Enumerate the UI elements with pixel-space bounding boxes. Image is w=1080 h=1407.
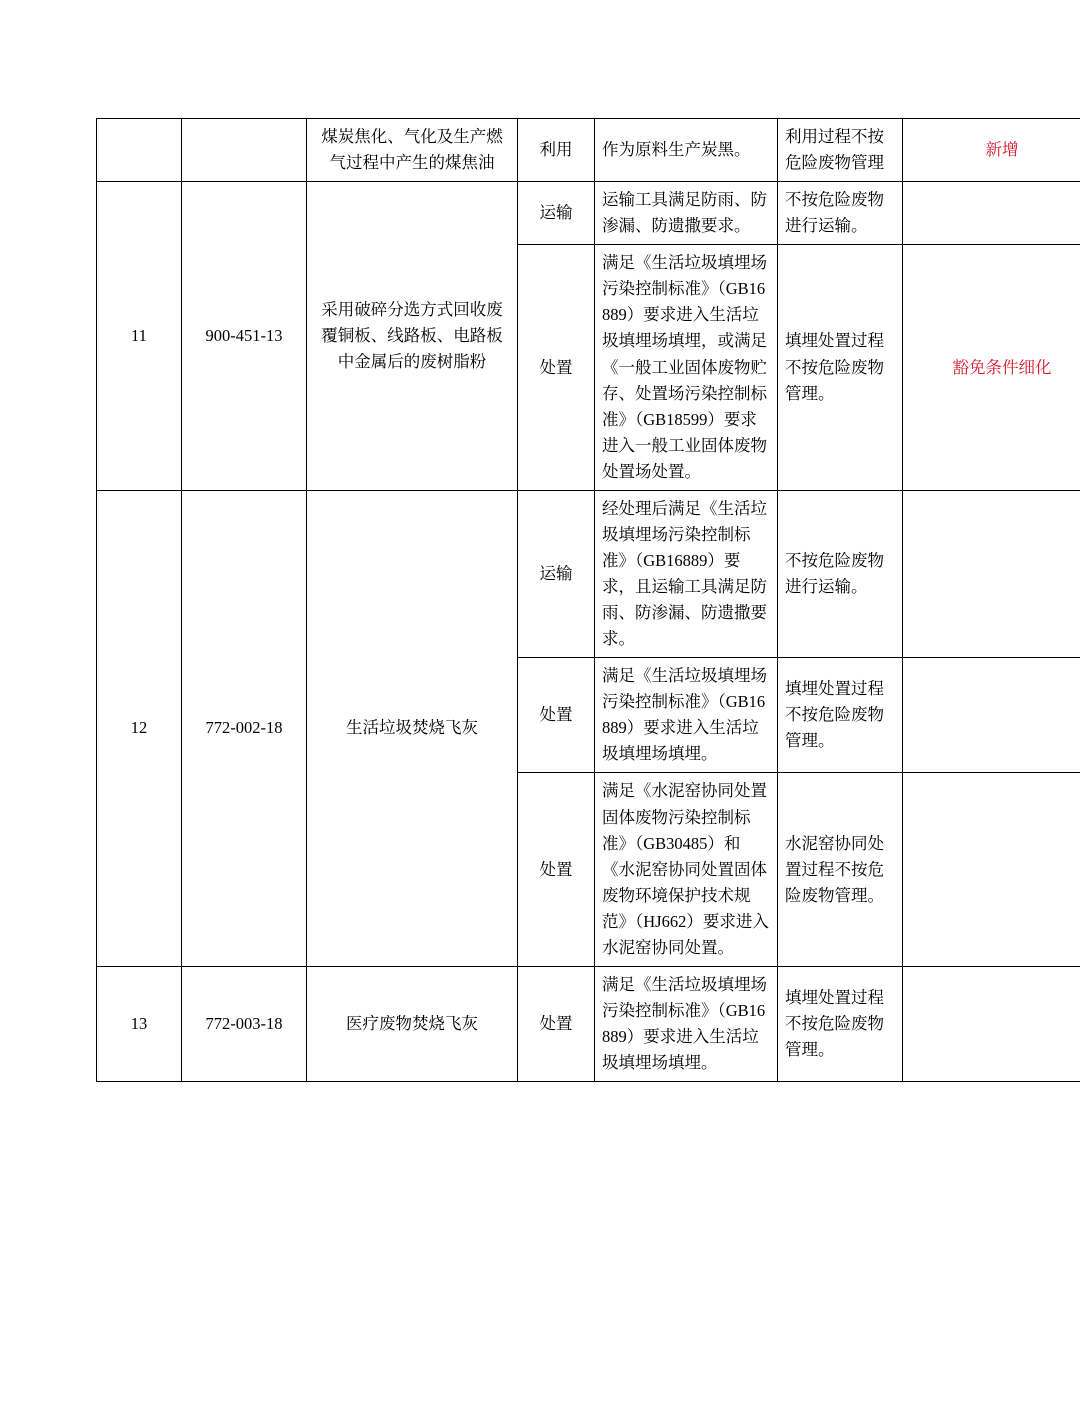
cell-management: 不按危险废物进行运输。 [778,182,903,245]
cell-serial-number: 12 [97,490,182,966]
cell-waste-name: 医疗废物焚烧飞灰 [307,966,518,1081]
cell-condition: 满足《水泥窑协同处置固体废物污染控制标准》（GB30485）和《水泥窑协同处置固体废物环境保护技术规范》（HJ662）要求进入水泥窑协同处置。 [595,773,778,966]
cell-waste-code: 900-451-13 [182,182,307,491]
cell-note [903,182,1080,245]
cell-management: 水泥窑协同处置过程不按危险废物管理。 [778,773,903,966]
table-row [97,182,1080,245]
cell-condition: 满足《生活垃圾填埋场污染控制标准》（GB16889）要求进入生活垃圾填埋场填埋，或满足《一般工业固体废物贮存、处置场污染控制标准》（GB18599）要求进入一般工业固体废物处置场处置。 [595,245,778,491]
cell-serial-number: 11 [97,182,182,491]
cell-waste-name: 生活垃圾焚烧飞灰 [307,490,518,966]
cell-note [903,490,1080,657]
cell-serial-number: 13 [97,966,182,1081]
cell-management: 填埋处置过程不按危险废物管理。 [778,658,903,773]
cell-method: 处置 [518,245,595,491]
cell-condition: 作为原料生产炭黑。 [595,119,778,182]
cell-method: 处置 [518,966,595,1081]
cell-waste-code: 772-003-18 [182,966,307,1081]
exemption-table [96,118,1080,1082]
note-text-new: 新增 [985,140,1019,160]
cell-waste-name: 煤炭焦化、气化及生产燃气过程中产生的煤焦油 [307,119,518,182]
cell-condition: 满足《生活垃圾填埋场污染控制标准》（GB16889）要求进入生活垃圾填埋场填埋。 [595,658,778,773]
cell-management: 填埋处置过程不按危险废物管理。 [778,245,903,491]
cell-method: 处置 [518,773,595,966]
cell-condition: 运输工具满足防雨、防渗漏、防遗撒要求。 [595,182,778,245]
table-row [97,966,1080,1081]
note-text-refined: 豁免条件细化 [952,357,1052,377]
cell-serial-number [97,119,182,182]
table-row [97,490,1080,657]
table-row [97,119,1080,182]
cell-condition: 满足《生活垃圾填埋场污染控制标准》（GB16889）要求进入生活垃圾填埋场填埋。 [595,966,778,1081]
cell-management: 填埋处置过程不按危险废物管理。 [778,966,903,1081]
cell-method: 处置 [518,658,595,773]
cell-waste-name: 采用破碎分选方式回收废覆铜板、线路板、电路板中金属后的废树脂粉 [307,182,518,491]
cell-method: 利用 [518,119,595,182]
cell-waste-code: 772-002-18 [182,490,307,966]
cell-waste-code [182,119,307,182]
cell-method: 运输 [518,182,595,245]
cell-note [903,119,1080,182]
cell-note [903,966,1080,1081]
cell-condition: 经处理后满足《生活垃圾填埋场污染控制标准》（GB16889）要求，且运输工具满足防雨、防渗漏、防遗撒要求。 [595,490,778,657]
cell-note [903,658,1080,773]
cell-management: 不按危险废物进行运输。 [778,490,903,657]
cell-management: 利用过程不按危险废物管理 [778,119,903,182]
cell-method: 运输 [518,490,595,657]
cell-note [903,773,1080,966]
cell-note [903,245,1080,491]
